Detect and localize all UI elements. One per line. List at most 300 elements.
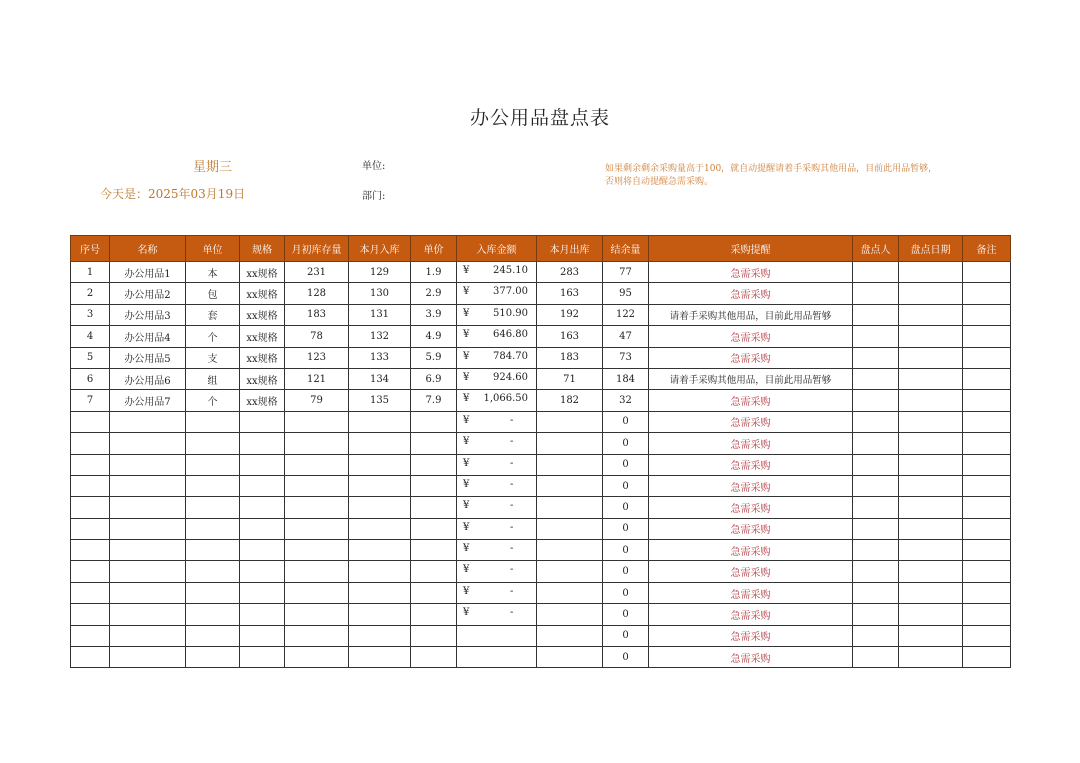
cell-month-in[interactable]: 131 [349, 304, 411, 325]
cell-purchase-reminder[interactable]: 急需采购 [649, 454, 853, 475]
table-row [71, 604, 1011, 625]
amount-dash: - [510, 585, 514, 597]
amount-dash: - [510, 521, 514, 533]
cell-remarks[interactable] [963, 390, 1011, 411]
cell-opening-stock[interactable] [285, 604, 349, 625]
cell-no[interactable] [71, 540, 110, 561]
cell-count-date[interactable] [899, 497, 963, 518]
cell-in-amount[interactable] [457, 326, 537, 347]
cell-unit[interactable] [186, 497, 240, 518]
cell-price[interactable]: 1.9 [411, 262, 457, 283]
cell-month-in[interactable]: 132 [349, 326, 411, 347]
cell-purchase-reminder[interactable]: 急需采购 [649, 582, 853, 603]
cell-unit[interactable] [186, 625, 240, 646]
cell-price[interactable]: 2.9 [411, 283, 457, 304]
cell-unit[interactable] [186, 433, 240, 454]
header-count-date: 盘点日期 [899, 236, 963, 262]
cell-unit[interactable] [186, 582, 240, 603]
cell-no[interactable]: 2 [71, 283, 110, 304]
cell-purchase-reminder[interactable]: 急需采购 [649, 561, 853, 582]
cell-month-out[interactable]: 183 [537, 347, 603, 368]
cell-no[interactable] [71, 561, 110, 582]
cell-in-amount[interactable] [457, 518, 537, 539]
cell-balance[interactable]: 0 [603, 475, 649, 496]
cell-in-amount[interactable] [457, 347, 537, 368]
amount-dash: - [510, 543, 514, 555]
cell-opening-stock[interactable]: 78 [285, 326, 349, 347]
cell-remarks[interactable] [963, 262, 1011, 283]
cell-price[interactable] [411, 582, 457, 603]
cell-counter[interactable] [853, 561, 899, 582]
cell-remarks[interactable] [963, 411, 1011, 432]
cell-price[interactable] [411, 433, 457, 454]
cell-counter[interactable] [853, 518, 899, 539]
cell-count-date[interactable] [899, 390, 963, 411]
amount-value: 924.60 [493, 371, 528, 383]
cell-month-out[interactable]: 71 [537, 368, 603, 389]
table-row [71, 390, 1011, 411]
cell-month-out[interactable] [537, 433, 603, 454]
amount-value: 245.10 [493, 265, 528, 276]
cell-balance[interactable]: 0 [603, 540, 649, 561]
cell-no[interactable] [71, 647, 110, 668]
cell-remarks[interactable] [963, 304, 1011, 325]
cell-count-date[interactable] [899, 604, 963, 625]
cell-price[interactable] [411, 518, 457, 539]
cell-name[interactable] [110, 625, 186, 646]
cell-name[interactable]: 办公用品6 [110, 368, 186, 389]
yen-symbol: ¥ [463, 585, 470, 597]
cell-spec[interactable]: xx规格 [240, 283, 285, 304]
cell-opening-stock[interactable]: 128 [285, 283, 349, 304]
cell-purchase-reminder[interactable]: 急需采购 [649, 518, 853, 539]
cell-balance[interactable]: 0 [603, 604, 649, 625]
cell-counter[interactable] [853, 347, 899, 368]
cell-remarks[interactable] [963, 625, 1011, 646]
cell-month-out[interactable] [537, 582, 603, 603]
cell-name[interactable] [110, 454, 186, 475]
cell-balance[interactable]: 77 [603, 262, 649, 283]
amount-dash: - [510, 564, 514, 576]
cell-counter[interactable] [853, 497, 899, 518]
cell-remarks[interactable] [963, 475, 1011, 496]
cell-unit[interactable] [186, 411, 240, 432]
cell-price[interactable] [411, 411, 457, 432]
cell-month-out[interactable] [537, 454, 603, 475]
cell-unit[interactable]: 个 [186, 326, 240, 347]
cell-name[interactable] [110, 647, 186, 668]
cell-no[interactable] [71, 433, 110, 454]
header-spec: 规格 [240, 236, 285, 262]
cell-unit[interactable] [186, 540, 240, 561]
cell-opening-stock[interactable] [285, 561, 349, 582]
cell-name[interactable] [110, 540, 186, 561]
cell-counter[interactable] [853, 540, 899, 561]
cell-balance[interactable]: 184 [603, 368, 649, 389]
cell-no[interactable] [71, 582, 110, 603]
cell-counter[interactable] [853, 304, 899, 325]
cell-month-in[interactable] [349, 540, 411, 561]
cell-unit[interactable] [186, 475, 240, 496]
cell-price[interactable] [411, 625, 457, 646]
cell-purchase-reminder[interactable]: 急需采购 [649, 326, 853, 347]
cell-name[interactable]: 办公用品2 [110, 283, 186, 304]
cell-month-in[interactable] [349, 433, 411, 454]
cell-count-date[interactable] [899, 475, 963, 496]
cell-in-amount[interactable] [457, 411, 537, 432]
cell-in-amount[interactable] [457, 497, 537, 518]
cell-no[interactable]: 4 [71, 326, 110, 347]
table-row [71, 497, 1011, 518]
cell-spec[interactable] [240, 411, 285, 432]
cell-balance[interactable]: 0 [603, 433, 649, 454]
cell-purchase-reminder[interactable]: 急需采购 [649, 347, 853, 368]
cell-balance[interactable]: 0 [603, 647, 649, 668]
cell-in-amount[interactable] [457, 304, 537, 325]
cell-unit[interactable] [186, 561, 240, 582]
cell-month-in[interactable] [349, 411, 411, 432]
cell-price[interactable] [411, 475, 457, 496]
cell-month-in[interactable] [349, 604, 411, 625]
table-row [71, 283, 1011, 304]
cell-no[interactable] [71, 625, 110, 646]
cell-balance[interactable]: 122 [603, 304, 649, 325]
cell-spec[interactable]: xx规格 [240, 304, 285, 325]
cell-name[interactable] [110, 411, 186, 432]
cell-opening-stock[interactable] [285, 433, 349, 454]
cell-no[interactable] [71, 411, 110, 432]
cell-month-in[interactable] [349, 561, 411, 582]
cell-unit[interactable] [186, 647, 240, 668]
cell-name[interactable]: 办公用品4 [110, 326, 186, 347]
cell-count-date[interactable] [899, 454, 963, 475]
cell-count-date[interactable] [899, 647, 963, 668]
cell-spec[interactable] [240, 475, 285, 496]
yen-symbol: ¥ [463, 457, 470, 469]
cell-counter[interactable] [853, 433, 899, 454]
cell-remarks[interactable] [963, 582, 1011, 603]
cell-no[interactable]: 7 [71, 390, 110, 411]
cell-month-out[interactable] [537, 561, 603, 582]
cell-count-date[interactable] [899, 283, 963, 304]
cell-spec[interactable] [240, 625, 285, 646]
cell-balance[interactable]: 0 [603, 561, 649, 582]
cell-no[interactable] [71, 454, 110, 475]
cell-name[interactable] [110, 518, 186, 539]
cell-month-in[interactable] [349, 518, 411, 539]
cell-price[interactable]: 6.9 [411, 368, 457, 389]
cell-name[interactable]: 办公用品5 [110, 347, 186, 368]
table-row [71, 368, 1011, 389]
cell-counter[interactable] [853, 283, 899, 304]
cell-remarks[interactable] [963, 326, 1011, 347]
cell-spec[interactable] [240, 433, 285, 454]
cell-price[interactable]: 5.9 [411, 347, 457, 368]
cell-in-amount[interactable] [457, 625, 537, 646]
cell-remarks[interactable] [963, 540, 1011, 561]
cell-balance[interactable]: 0 [603, 454, 649, 475]
cell-name[interactable] [110, 561, 186, 582]
yen-symbol: ¥ [463, 564, 470, 576]
amount-dash: - [510, 607, 514, 619]
cell-no[interactable]: 6 [71, 368, 110, 389]
cell-count-date[interactable] [899, 262, 963, 283]
cell-balance[interactable]: 95 [603, 283, 649, 304]
cell-spec[interactable] [240, 647, 285, 668]
cell-purchase-reminder[interactable]: 急需采购 [649, 411, 853, 432]
cell-purchase-reminder[interactable]: 急需采购 [649, 390, 853, 411]
cell-in-amount[interactable] [457, 433, 537, 454]
cell-month-out[interactable] [537, 540, 603, 561]
cell-month-out[interactable]: 163 [537, 326, 603, 347]
cell-opening-stock[interactable]: 121 [285, 368, 349, 389]
cell-unit[interactable]: 套 [186, 304, 240, 325]
cell-spec[interactable] [240, 497, 285, 518]
cell-remarks[interactable] [963, 561, 1011, 582]
cell-remarks[interactable] [963, 497, 1011, 518]
cell-purchase-reminder[interactable]: 急需采购 [649, 540, 853, 561]
cell-in-amount[interactable] [457, 604, 537, 625]
cell-in-amount[interactable] [457, 647, 537, 668]
cell-price[interactable] [411, 561, 457, 582]
cell-purchase-reminder[interactable]: 急需采购 [649, 625, 853, 646]
cell-month-in[interactable]: 134 [349, 368, 411, 389]
cell-counter[interactable] [853, 475, 899, 496]
amount-value: 646.80 [493, 329, 528, 341]
cell-month-in[interactable] [349, 475, 411, 496]
cell-spec[interactable] [240, 518, 285, 539]
cell-month-out[interactable] [537, 647, 603, 668]
cell-price[interactable]: 7.9 [411, 390, 457, 411]
cell-counter[interactable] [853, 582, 899, 603]
cell-price[interactable] [411, 604, 457, 625]
cell-in-amount[interactable] [457, 454, 537, 475]
cell-spec[interactable] [240, 454, 285, 475]
yen-symbol: ¥ [463, 500, 470, 512]
cell-price[interactable] [411, 497, 457, 518]
cell-month-in[interactable]: 130 [349, 283, 411, 304]
cell-balance[interactable]: 73 [603, 347, 649, 368]
cell-month-in[interactable]: 135 [349, 390, 411, 411]
cell-purchase-reminder[interactable]: 急需采购 [649, 497, 853, 518]
yen-symbol: ¥ [463, 414, 470, 426]
cell-spec[interactable]: xx规格 [240, 368, 285, 389]
cell-remarks[interactable] [963, 368, 1011, 389]
cell-in-amount[interactable] [457, 283, 537, 304]
cell-count-date[interactable] [899, 433, 963, 454]
cell-in-amount[interactable] [457, 561, 537, 582]
cell-remarks[interactable] [963, 283, 1011, 304]
cell-month-in[interactable] [349, 497, 411, 518]
cell-in-amount[interactable] [457, 262, 537, 283]
cell-unit[interactable]: 包 [186, 283, 240, 304]
cell-unit[interactable]: 组 [186, 368, 240, 389]
cell-count-date[interactable] [899, 625, 963, 646]
cell-no[interactable]: 1 [71, 262, 110, 283]
cell-name[interactable]: 办公用品1 [110, 262, 186, 283]
cell-month-out[interactable] [537, 518, 603, 539]
cell-opening-stock[interactable] [285, 497, 349, 518]
cell-balance[interactable]: 0 [603, 518, 649, 539]
table-row [71, 454, 1011, 475]
cell-price[interactable] [411, 454, 457, 475]
header-month-in: 本月入库 [349, 236, 411, 262]
amount-dash: - [510, 500, 514, 512]
cell-no[interactable]: 5 [71, 347, 110, 368]
cell-month-out[interactable]: 163 [537, 283, 603, 304]
cell-opening-stock[interactable]: 231 [285, 262, 349, 283]
table-row [71, 411, 1011, 432]
cell-month-in[interactable] [349, 582, 411, 603]
cell-purchase-reminder[interactable]: 请着手采购其他用品，目前此用品暂够 [649, 304, 853, 325]
cell-balance[interactable]: 32 [603, 390, 649, 411]
cell-opening-stock[interactable] [285, 625, 349, 646]
cell-opening-stock[interactable] [285, 518, 349, 539]
cell-opening-stock[interactable]: 183 [285, 304, 349, 325]
cell-price[interactable]: 4.9 [411, 326, 457, 347]
cell-month-in[interactable] [349, 454, 411, 475]
cell-unit[interactable] [186, 604, 240, 625]
header-remarks: 备注 [963, 236, 1011, 262]
cell-month-out[interactable] [537, 497, 603, 518]
rule-note [605, 163, 1005, 189]
cell-opening-stock[interactable] [285, 582, 349, 603]
cell-spec[interactable]: xx规格 [240, 390, 285, 411]
cell-in-amount[interactable] [457, 390, 537, 411]
cell-count-date[interactable] [899, 304, 963, 325]
cell-month-out[interactable] [537, 411, 603, 432]
cell-no[interactable] [71, 604, 110, 625]
cell-count-date[interactable] [899, 561, 963, 582]
cell-remarks[interactable] [963, 604, 1011, 625]
cell-spec[interactable] [240, 582, 285, 603]
cell-balance[interactable]: 0 [603, 497, 649, 518]
cell-purchase-reminder[interactable]: 急需采购 [649, 475, 853, 496]
cell-count-date[interactable] [899, 347, 963, 368]
cell-remarks[interactable] [963, 647, 1011, 668]
cell-spec[interactable] [240, 604, 285, 625]
cell-opening-stock[interactable] [285, 454, 349, 475]
amount-dash: - [510, 414, 514, 426]
cell-remarks[interactable] [963, 347, 1011, 368]
table-row [71, 518, 1011, 539]
cell-price[interactable] [411, 647, 457, 668]
cell-purchase-reminder[interactable]: 急需采购 [649, 283, 853, 304]
cell-opening-stock[interactable] [285, 647, 349, 668]
cell-balance[interactable]: 0 [603, 625, 649, 646]
cell-count-date[interactable] [899, 540, 963, 561]
cell-balance[interactable]: 0 [603, 582, 649, 603]
yen-symbol: ¥ [463, 286, 470, 298]
cell-month-out[interactable]: 283 [537, 262, 603, 283]
cell-count-date[interactable] [899, 582, 963, 603]
cell-in-amount[interactable] [457, 540, 537, 561]
cell-opening-stock[interactable] [285, 411, 349, 432]
cell-unit[interactable]: 个 [186, 390, 240, 411]
cell-in-amount[interactable] [457, 582, 537, 603]
cell-counter[interactable] [853, 604, 899, 625]
yen-symbol: ¥ [463, 607, 470, 619]
cell-remarks[interactable] [963, 433, 1011, 454]
cell-opening-stock[interactable] [285, 540, 349, 561]
cell-opening-stock[interactable]: 123 [285, 347, 349, 368]
cell-purchase-reminder[interactable]: 急需采购 [649, 604, 853, 625]
cell-month-out[interactable]: 192 [537, 304, 603, 325]
cell-counter[interactable] [853, 368, 899, 389]
cell-spec[interactable]: xx规格 [240, 326, 285, 347]
cell-purchase-reminder[interactable]: 请着手采购其他用品，目前此用品暂够 [649, 368, 853, 389]
cell-price[interactable] [411, 540, 457, 561]
cell-count-date[interactable] [899, 326, 963, 347]
cell-purchase-reminder[interactable]: 急需采购 [649, 262, 853, 283]
cell-name[interactable] [110, 497, 186, 518]
cell-opening-stock[interactable] [285, 475, 349, 496]
cell-remarks[interactable] [963, 518, 1011, 539]
cell-counter[interactable] [853, 647, 899, 668]
cell-no[interactable]: 3 [71, 304, 110, 325]
cell-purchase-reminder[interactable]: 急需采购 [649, 647, 853, 668]
cell-name[interactable]: 办公用品3 [110, 304, 186, 325]
cell-no[interactable] [71, 475, 110, 496]
cell-opening-stock[interactable]: 79 [285, 390, 349, 411]
cell-name[interactable] [110, 475, 186, 496]
cell-balance[interactable]: 0 [603, 411, 649, 432]
header-balance: 结余量 [603, 236, 649, 262]
table-row [71, 475, 1011, 496]
cell-purchase-reminder[interactable]: 急需采购 [649, 433, 853, 454]
cell-month-out[interactable] [537, 604, 603, 625]
cell-unit[interactable] [186, 518, 240, 539]
cell-name[interactable] [110, 582, 186, 603]
cell-in-amount[interactable] [457, 368, 537, 389]
cell-month-out[interactable] [537, 475, 603, 496]
cell-unit[interactable] [186, 454, 240, 475]
cell-balance[interactable]: 47 [603, 326, 649, 347]
cell-no[interactable] [71, 518, 110, 539]
cell-spec[interactable]: xx规格 [240, 262, 285, 283]
cell-month-in[interactable] [349, 625, 411, 646]
cell-remarks[interactable] [963, 454, 1011, 475]
cell-count-date[interactable] [899, 368, 963, 389]
cell-in-amount[interactable] [457, 475, 537, 496]
cell-name[interactable] [110, 604, 186, 625]
cell-count-date[interactable] [899, 518, 963, 539]
cell-month-in[interactable] [349, 647, 411, 668]
cell-counter[interactable] [853, 390, 899, 411]
cell-name[interactable] [110, 433, 186, 454]
cell-unit[interactable]: 支 [186, 347, 240, 368]
cell-no[interactable] [71, 497, 110, 518]
cell-spec[interactable] [240, 561, 285, 582]
cell-spec[interactable]: xx规格 [240, 347, 285, 368]
cell-counter[interactable] [853, 625, 899, 646]
cell-spec[interactable] [240, 540, 285, 561]
header-counter: 盘点人 [853, 236, 899, 262]
cell-price[interactable]: 3.9 [411, 304, 457, 325]
cell-counter[interactable] [853, 454, 899, 475]
cell-counter[interactable] [853, 262, 899, 283]
cell-month-in[interactable]: 129 [349, 262, 411, 283]
cell-count-date[interactable] [899, 411, 963, 432]
cell-name[interactable]: 办公用品7 [110, 390, 186, 411]
cell-month-in[interactable]: 133 [349, 347, 411, 368]
cell-unit[interactable]: 本 [186, 262, 240, 283]
cell-month-out[interactable] [537, 625, 603, 646]
weekday-label: 星期三 [192, 160, 232, 175]
cell-month-out[interactable]: 182 [537, 390, 603, 411]
cell-counter[interactable] [853, 411, 899, 432]
cell-counter[interactable] [853, 326, 899, 347]
